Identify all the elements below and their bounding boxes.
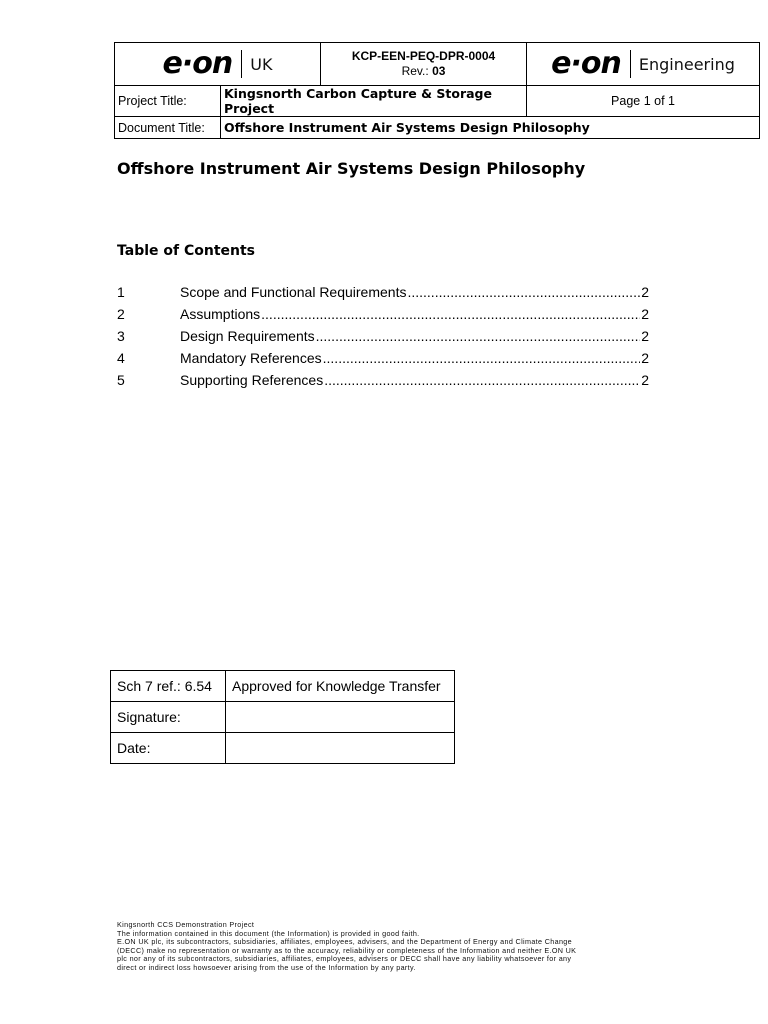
toc-leader-dots [261,306,640,322]
toc-entry-title[interactable]: Design Requirements [180,328,315,344]
eon-uk-logo [115,43,320,85]
toc-entry[interactable] [117,369,649,391]
revision-line [321,64,526,79]
toc-leader-dots [316,328,641,344]
toc-entry-number: 5 [117,372,125,388]
toc-entry-number: 3 [117,328,125,344]
toc-leader-dots [407,284,640,300]
toc-entry-title[interactable]: Mandatory References [180,350,322,366]
schedule-reference: Sch 7 ref.: 6.54 [111,671,226,702]
document-title-value: Offshore Instrument Air Systems Design Philosophy [221,117,760,139]
footer-line: direct or indirect loss howsoever arising from the use of the Information by any party. [117,962,416,972]
toc-entry[interactable] [117,303,649,325]
footer-line: (DECC) make no representation or warranty as to the accuracy, reliability or completeness of the Information and neither E.ON UK [117,945,577,955]
document-code: KCP-EEN-PEQ-DPR-0004 [351,49,496,63]
legal-disclaimer-footer [117,921,657,973]
document-reference-cell [321,43,527,86]
eon-engineering-logo-cell [527,43,760,86]
logo-subtitle-uk: UK [250,54,273,74]
eon-engineering-logo [527,43,759,85]
toc-entry-page[interactable]: 2 [641,328,649,344]
eon-brand-wordmark: e·on [162,46,233,81]
toc-entry[interactable] [117,281,649,303]
signature-label: Signature: [111,702,226,733]
toc-leader-dots [323,350,641,366]
toc-entry-page[interactable]: 2 [641,306,649,322]
toc-entry-number: 1 [117,284,125,300]
footer-line: The information contained in this document (the Information) is provided in good faith. [117,928,420,938]
revision-label: Rev.: [401,64,429,78]
toc-leader-dots [324,372,640,388]
project-title-value: Kingsnorth Carbon Capture & Storage Project [221,86,527,117]
approval-table [110,670,455,764]
eon-brand-wordmark: e·on [551,46,621,81]
project-title-label: Project Title: [115,86,221,117]
toc-entry[interactable] [117,347,649,369]
document-header-table [114,42,760,139]
toc-entry-number: 4 [117,350,125,366]
toc-entry-title[interactable]: Supporting References [180,372,324,388]
page-info: Page 1 of 1 [527,86,760,117]
footer-line: E.ON UK plc, its subcontractors, subsidiaries, affiliates, employees, advisers, and the Department of Energy and Climate Change [117,937,572,947]
toc-entry-title[interactable]: Assumptions [180,306,261,322]
footer-line: plc nor any of its subcontractors, subsidiaries, affiliates, employees, advisers or DECC shall have any liability whatsoever for any [117,954,572,964]
approval-status: Approved for Knowledge Transfer [226,671,455,702]
eon-uk-logo-cell [115,43,321,86]
toc-entry-page[interactable]: 2 [641,284,649,300]
signature-field [226,702,455,733]
logo-subtitle-engineering: Engineering [638,54,735,74]
toc-entry-title[interactable]: Scope and Functional Requirements [180,284,407,300]
table-of-contents [117,281,649,391]
revision-value: 03 [432,64,446,78]
toc-entry[interactable] [117,325,649,347]
logo-divider [630,50,631,78]
toc-entry-page[interactable]: 2 [641,372,649,388]
document-title-label: Document Title: [115,117,221,139]
toc-heading: Table of Contents [117,243,256,259]
footer-line: Kingsnorth CCS Demonstration Project [117,920,255,929]
logo-divider [241,50,242,78]
toc-entry-page[interactable]: 2 [641,350,649,366]
page-title: Offshore Instrument Air Systems Design Philosophy [117,159,586,178]
toc-entry-number: 2 [117,306,125,322]
date-label: Date: [111,733,226,764]
date-field [226,733,455,764]
